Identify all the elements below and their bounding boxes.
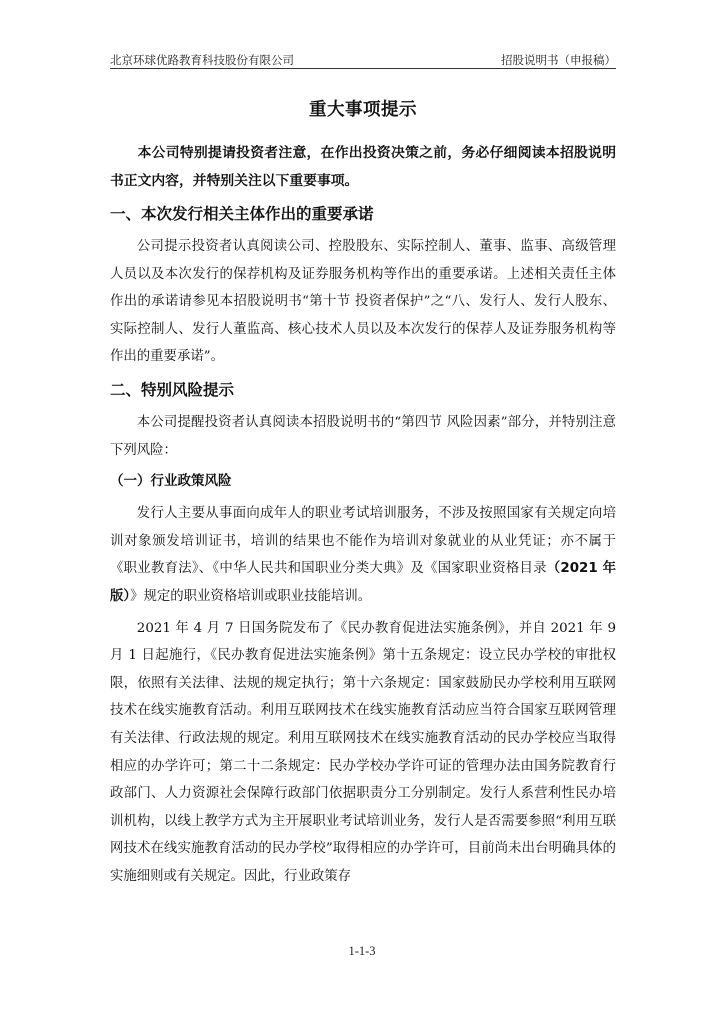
header-divider [110,68,616,69]
page-title: 重大事项提示 [309,100,417,120]
section-heading-commitments: 一、本次发行相关主体作出的重要承诺 [110,205,374,223]
section-heading-risks: 二、特别风险提示 [110,380,235,399]
page-header [110,48,616,68]
risks-intro-paragraph: 本公司提醒投资者认真阅读本招股说明书的“第四节 风险因素”部分，并特别注意下列风险： [110,414,616,458]
commitments-paragraph: 公司提示投资者认真阅读公司、控股股东、实际控制人、董事、监事、高级管理人员以及本次发行的保荐机构及证券服务机构等作出的重要承诺。上述相关责任主体作出的承诺请参见本招股说明书“第十节 投资者保护”之“八、发行人、发行人股东、实际控制人、发行人董监高、核心技术人员以及本次发行的保荐人及证券服务机构等作出的重要承诺”。 [110,239,616,365]
subsection-heading-policy-risk: （一）行业政策风险 [110,473,232,490]
document-body [110,96,616,894]
page-number: 1-1-3 [348,944,376,958]
intro-paragraph: 本公司特别提请投资者注意，在作出投资决策之前，务必仔细阅读本招股说明书正文内容，并特别关注以下重要事项。 [110,145,616,189]
policy-risk-paragraph-2: 2021 年 4 月 7 日国务院发布了《民办教育促进法实施条例》，并自 2021 年 9 月 1 日起施行，《民办教育促进法实施条例》第十五条规定：设立民办学校的审批权限，依照有关法律、法规的规定执行；第十六条规定：国家鼓励民办学校利用互联网技术在线实施教育活动。利用互联网技术在线实施教育活动应当符合国家互联网管理有关法律、行政法规的规定。利用互联网技术在线实施教育活动的民办学校应当取得相应的办学许可；第二十二条规定：民办学校办学许可证的管理办法由国务院教育行政部门、人力资源社会保障行政部门依据职责分工分别制定。发行人系营利性民办培训机构，以线上教学方式为主开展职业考试培训业务，发行人是否需要参照“利用互联网技术在线实施教育活动的民办学校”取得相应的办学许可，目前尚未出台明确具体的实施细则或有关规定。因此，行业政策存 [110,620,616,884]
header-document-type: 招股说明书（申报稿） [501,53,616,67]
header-company-name: 北京环球优路教育科技股份有限公司 [110,53,294,67]
policy-risk-bold-year: （2021 年版） [110,561,616,604]
policy-risk-paragraph-1 [110,500,616,610]
policy-risk-text-a: 发行人主要从事面向成年人的职业考试培训服务，不涉及按照国家有关规定向培训对象颁发培训证书，培训的结果也不能作为培训对象就业的从业凭证；亦不属于《职业教育法》、《中华人民共和国职业分类大典》及《国家职业资格目录 [110,506,616,577]
policy-risk-text-b: 》规定的职业资格培训或职业技能培训。 [130,588,372,604]
